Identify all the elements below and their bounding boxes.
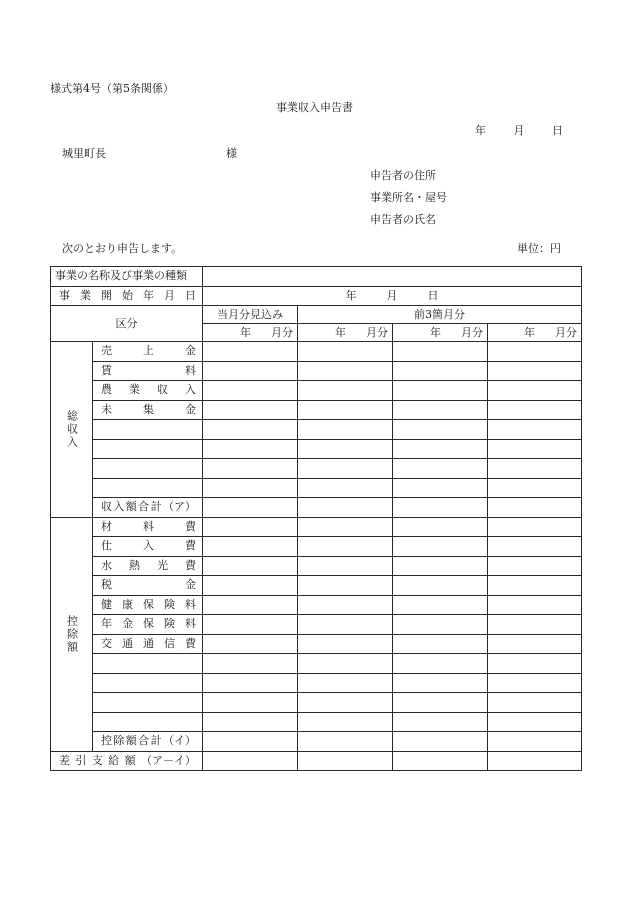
deduction-item-char: 通 bbox=[143, 636, 154, 650]
deduction-item-char: 保 bbox=[143, 617, 154, 631]
deduction-row bbox=[51, 556, 582, 576]
deduction-item-label bbox=[93, 556, 203, 576]
deduction-item-char: 光 bbox=[157, 558, 168, 572]
amount-cell[interactable] bbox=[203, 595, 298, 615]
deduction-item-char: 保 bbox=[143, 597, 154, 611]
start-year-label: 年 bbox=[345, 288, 357, 302]
amount-cell[interactable] bbox=[203, 517, 298, 537]
amount-cell[interactable] bbox=[488, 420, 582, 440]
amount-cell[interactable] bbox=[488, 595, 582, 615]
amount-cell[interactable] bbox=[298, 517, 393, 537]
amount-cell[interactable] bbox=[488, 732, 582, 752]
amount-cell[interactable] bbox=[488, 537, 582, 557]
income-blank-item-field[interactable] bbox=[93, 439, 203, 459]
amount-cell[interactable] bbox=[488, 517, 582, 537]
income-item-char: 金 bbox=[185, 402, 196, 416]
month-column-month: 月分 bbox=[555, 325, 577, 339]
month-column-header[interactable] bbox=[203, 324, 298, 342]
addressee: 城里町長 bbox=[62, 147, 106, 160]
amount-cell[interactable] bbox=[203, 634, 298, 654]
amount-cell[interactable] bbox=[488, 478, 582, 498]
month-column-year: 年 bbox=[524, 325, 535, 339]
start-date-label-char: 開 bbox=[101, 288, 112, 302]
income-item-label bbox=[93, 342, 203, 362]
amount-cell[interactable] bbox=[203, 654, 298, 674]
deduction-row bbox=[51, 615, 582, 635]
amount-cell[interactable] bbox=[488, 634, 582, 654]
amount-cell[interactable] bbox=[488, 556, 582, 576]
deduction-item-char: 材 bbox=[101, 519, 112, 533]
amount-cell[interactable] bbox=[298, 732, 393, 752]
income-item-char: 料 bbox=[185, 363, 196, 377]
start-date-label-char: 業 bbox=[80, 288, 91, 302]
income-report-table bbox=[50, 266, 582, 771]
deduction-item-char: 険 bbox=[164, 617, 175, 631]
deduction-item-char: 仕 bbox=[101, 539, 112, 553]
amount-cell[interactable] bbox=[298, 654, 393, 674]
deduction-blank-item-field[interactable] bbox=[93, 654, 203, 674]
income-blank-item-field[interactable] bbox=[93, 459, 203, 479]
amount-cell[interactable] bbox=[298, 381, 393, 401]
deduction-item-char: 入 bbox=[143, 539, 154, 553]
start-date-label-char: 始 bbox=[122, 288, 133, 302]
income-row bbox=[51, 361, 582, 381]
deduction-item-char: 金 bbox=[185, 578, 196, 592]
income-total-label bbox=[93, 498, 203, 518]
amount-cell[interactable] bbox=[298, 400, 393, 420]
income-row bbox=[51, 400, 582, 420]
amount-cell[interactable] bbox=[393, 615, 488, 635]
deduction-item-char: 信 bbox=[164, 636, 175, 650]
deduction-row bbox=[51, 654, 582, 674]
income-item-char: 額 bbox=[125, 500, 137, 514]
amount-cell[interactable] bbox=[488, 693, 582, 713]
amount-cell[interactable] bbox=[298, 420, 393, 440]
income-item-char: 計 bbox=[150, 500, 162, 514]
amount-cell[interactable] bbox=[393, 732, 488, 752]
amount-cell[interactable] bbox=[488, 673, 582, 693]
amount-cell[interactable] bbox=[393, 751, 488, 771]
amount-cell[interactable] bbox=[393, 342, 488, 362]
deduction-item-char: 控 bbox=[101, 734, 112, 748]
filing-date bbox=[475, 124, 563, 138]
amount-cell[interactable] bbox=[393, 556, 488, 576]
income-blank-item-field[interactable] bbox=[93, 420, 203, 440]
business-name-label: 事業の名称及び事業の種類 bbox=[51, 267, 203, 287]
deduction-item-char: 税 bbox=[101, 578, 112, 592]
income-row bbox=[51, 420, 582, 440]
amount-cell[interactable] bbox=[393, 595, 488, 615]
net-payment-row bbox=[51, 751, 582, 771]
start-day-label: 日 bbox=[427, 288, 439, 302]
deduction-item-label bbox=[93, 537, 203, 557]
amount-cell[interactable] bbox=[298, 342, 393, 362]
income-item-char: 入 bbox=[113, 500, 125, 514]
income-item-char: 入 bbox=[185, 383, 196, 397]
deduction-item-char: 費 bbox=[185, 539, 196, 553]
deduction-item-char: 合 bbox=[138, 734, 150, 748]
income-item-char: 未 bbox=[101, 402, 112, 416]
income-row bbox=[51, 342, 582, 362]
amount-cell[interactable] bbox=[203, 361, 298, 381]
income-row bbox=[51, 459, 582, 479]
applicant-business-label: 事業所名・屋号 bbox=[370, 191, 447, 204]
deduction-item-char: 険 bbox=[164, 597, 175, 611]
amount-cell[interactable] bbox=[393, 400, 488, 420]
deduction-row bbox=[51, 537, 582, 557]
amount-cell[interactable] bbox=[298, 595, 393, 615]
current-month-header: 当月分見込み bbox=[203, 306, 298, 324]
deduction-blank-item-field[interactable] bbox=[93, 712, 203, 732]
unit-label: 単位：円 bbox=[517, 242, 561, 255]
honorific: 様 bbox=[226, 147, 237, 160]
amount-cell[interactable] bbox=[393, 459, 488, 479]
amount-cell[interactable] bbox=[203, 439, 298, 459]
deduction-item-char: 康 bbox=[122, 597, 133, 611]
deduction-row bbox=[51, 517, 582, 537]
deduction-item-char: 交 bbox=[101, 636, 112, 650]
deduction-total-label bbox=[93, 732, 203, 752]
deduction-item-char: 料 bbox=[185, 617, 196, 631]
statement-text: 次のとおり申告します。 bbox=[62, 242, 183, 255]
income-item-label bbox=[93, 361, 203, 381]
deduction-item-label bbox=[93, 634, 203, 654]
income-row bbox=[51, 498, 582, 518]
amount-cell[interactable] bbox=[488, 498, 582, 518]
deduction-row bbox=[51, 595, 582, 615]
start-date-label-char: 事 bbox=[59, 288, 70, 302]
amount-cell[interactable] bbox=[393, 439, 488, 459]
amount-cell[interactable] bbox=[203, 556, 298, 576]
deduction-item-char: 計 bbox=[150, 734, 162, 748]
amount-cell[interactable] bbox=[298, 751, 393, 771]
amount-cell[interactable] bbox=[298, 712, 393, 732]
deduction-item-char: 額 bbox=[125, 734, 137, 748]
amount-cell[interactable] bbox=[393, 381, 488, 401]
amount-cell[interactable] bbox=[203, 342, 298, 362]
amount-cell[interactable] bbox=[488, 361, 582, 381]
net-payment-char: （ア－イ） bbox=[140, 753, 196, 767]
deduction-blank-item-field[interactable] bbox=[93, 673, 203, 693]
amount-cell[interactable] bbox=[203, 712, 298, 732]
amount-cell[interactable] bbox=[488, 576, 582, 596]
net-payment-char: 差 bbox=[59, 753, 70, 767]
income-blank-item-field[interactable] bbox=[93, 478, 203, 498]
income-item-char: 上 bbox=[143, 344, 154, 358]
amount-cell[interactable] bbox=[298, 478, 393, 498]
deduction-item-char: 金 bbox=[122, 617, 133, 631]
amount-cell[interactable] bbox=[298, 556, 393, 576]
income-item-char: （ア） bbox=[162, 500, 196, 514]
month-column-header[interactable] bbox=[298, 324, 393, 342]
income-item-label bbox=[93, 381, 203, 401]
net-payment-char: 給 bbox=[108, 753, 120, 767]
amount-cell[interactable] bbox=[488, 400, 582, 420]
deduction-item-char: 費 bbox=[185, 558, 196, 572]
deduction-row bbox=[51, 576, 582, 596]
category-header: 区分 bbox=[51, 306, 203, 342]
amount-cell[interactable] bbox=[203, 420, 298, 440]
amount-cell[interactable] bbox=[203, 478, 298, 498]
amount-cell[interactable] bbox=[393, 361, 488, 381]
amount-cell[interactable] bbox=[298, 634, 393, 654]
amount-cell[interactable] bbox=[488, 654, 582, 674]
amount-cell[interactable] bbox=[393, 537, 488, 557]
month-column-month: 月分 bbox=[271, 325, 293, 339]
income-item-char: 業 bbox=[129, 383, 140, 397]
deduction-blank-item-field[interactable] bbox=[93, 693, 203, 713]
deduction-row bbox=[51, 693, 582, 713]
month-column-year: 年 bbox=[430, 325, 441, 339]
income-category-label: 総収入 bbox=[51, 342, 93, 518]
amount-cell[interactable] bbox=[393, 654, 488, 674]
amount-cell[interactable] bbox=[298, 498, 393, 518]
deduction-item-char: 費 bbox=[185, 636, 196, 650]
amount-cell[interactable] bbox=[488, 459, 582, 479]
previous-months-header: 前3箇月分 bbox=[298, 306, 582, 324]
deduction-item-char: 健 bbox=[101, 597, 112, 611]
amount-cell[interactable] bbox=[393, 517, 488, 537]
amount-cell[interactable] bbox=[488, 439, 582, 459]
amount-cell[interactable] bbox=[203, 498, 298, 518]
start-date-field[interactable] bbox=[203, 286, 582, 306]
amount-cell[interactable] bbox=[298, 615, 393, 635]
deduction-item-label bbox=[93, 615, 203, 635]
amount-cell[interactable] bbox=[393, 478, 488, 498]
deduction-row bbox=[51, 634, 582, 654]
amount-cell[interactable] bbox=[393, 498, 488, 518]
amount-cell[interactable] bbox=[298, 361, 393, 381]
month-column-header[interactable] bbox=[488, 324, 582, 342]
income-item-char: 収 bbox=[101, 500, 112, 514]
month-column-month: 月分 bbox=[461, 325, 483, 339]
amount-cell[interactable] bbox=[203, 751, 298, 771]
amount-cell[interactable] bbox=[203, 673, 298, 693]
deduction-item-char: 料 bbox=[143, 519, 154, 533]
start-date-label bbox=[51, 286, 203, 306]
net-payment-char: 額 bbox=[124, 753, 136, 767]
amount-cell[interactable] bbox=[393, 673, 488, 693]
deduction-item-label bbox=[93, 595, 203, 615]
deduction-item-char: 料 bbox=[185, 597, 196, 611]
amount-cell[interactable] bbox=[298, 693, 393, 713]
income-item-char: 賃 bbox=[101, 363, 112, 377]
amount-cell[interactable] bbox=[393, 576, 488, 596]
start-month-label: 月 bbox=[386, 288, 398, 302]
amount-cell[interactable] bbox=[298, 576, 393, 596]
deduction-item-char: 費 bbox=[185, 519, 196, 533]
month-column-month: 月分 bbox=[366, 325, 388, 339]
amount-cell[interactable] bbox=[393, 634, 488, 654]
date-year-label: 年 bbox=[475, 124, 486, 137]
applicant-name-label: 申告者の氏名 bbox=[370, 213, 436, 226]
date-month-label: 月 bbox=[513, 124, 525, 137]
income-item-label bbox=[93, 400, 203, 420]
deduction-item-label bbox=[93, 576, 203, 596]
amount-cell[interactable] bbox=[298, 537, 393, 557]
start-date-label-char: 日 bbox=[185, 288, 196, 302]
amount-cell[interactable] bbox=[203, 537, 298, 557]
amount-cell[interactable] bbox=[488, 342, 582, 362]
income-item-char: 集 bbox=[143, 402, 154, 416]
income-item-char: 金 bbox=[185, 344, 196, 358]
amount-cell[interactable] bbox=[393, 712, 488, 732]
amount-cell[interactable] bbox=[488, 712, 582, 732]
income-item-char: 合 bbox=[138, 500, 150, 514]
business-name-field[interactable] bbox=[203, 267, 582, 287]
amount-cell[interactable] bbox=[298, 439, 393, 459]
amount-cell[interactable] bbox=[203, 615, 298, 635]
net-payment-char: 支 bbox=[91, 753, 103, 767]
deduction-item-label bbox=[93, 517, 203, 537]
amount-cell[interactable] bbox=[488, 615, 582, 635]
deduction-item-char: 年 bbox=[101, 617, 112, 631]
income-item-char: 収 bbox=[157, 383, 168, 397]
income-item-char: 売 bbox=[101, 344, 112, 358]
amount-cell[interactable] bbox=[203, 381, 298, 401]
amount-cell[interactable] bbox=[203, 576, 298, 596]
income-row bbox=[51, 381, 582, 401]
form-number: 様式第4号（第5条関係） bbox=[50, 82, 174, 95]
month-column-year: 年 bbox=[240, 325, 251, 339]
applicant-address-label: 申告者の住所 bbox=[370, 169, 436, 182]
amount-cell[interactable] bbox=[203, 693, 298, 713]
amount-cell[interactable] bbox=[298, 459, 393, 479]
income-row bbox=[51, 439, 582, 459]
amount-cell[interactable] bbox=[488, 751, 582, 771]
deduction-row bbox=[51, 712, 582, 732]
deduction-row bbox=[51, 732, 582, 752]
page-title: 事業収入申告書 bbox=[276, 101, 353, 114]
start-date-label-char: 月 bbox=[164, 288, 175, 302]
deduction-item-char: （イ） bbox=[162, 734, 196, 748]
amount-cell[interactable] bbox=[203, 732, 298, 752]
deduction-item-char: 通 bbox=[122, 636, 133, 650]
month-column-year: 年 bbox=[335, 325, 346, 339]
net-payment-char: 引 bbox=[75, 753, 87, 767]
amount-cell[interactable] bbox=[298, 673, 393, 693]
amount-cell[interactable] bbox=[203, 400, 298, 420]
month-column-header[interactable] bbox=[393, 324, 488, 342]
deduction-row bbox=[51, 673, 582, 693]
start-date-label-char: 年 bbox=[143, 288, 154, 302]
date-day-label: 日 bbox=[552, 124, 563, 137]
deduction-item-char: 熱 bbox=[129, 558, 140, 572]
income-row bbox=[51, 478, 582, 498]
amount-cell[interactable] bbox=[393, 420, 488, 440]
amount-cell[interactable] bbox=[488, 381, 582, 401]
amount-cell[interactable] bbox=[203, 459, 298, 479]
net-payment-label bbox=[51, 751, 203, 771]
deduction-item-char: 除 bbox=[113, 734, 125, 748]
amount-cell[interactable] bbox=[393, 693, 488, 713]
income-item-char: 農 bbox=[101, 383, 112, 397]
deduction-category-label: 控除額 bbox=[51, 517, 93, 751]
deduction-item-char: 水 bbox=[101, 558, 112, 572]
